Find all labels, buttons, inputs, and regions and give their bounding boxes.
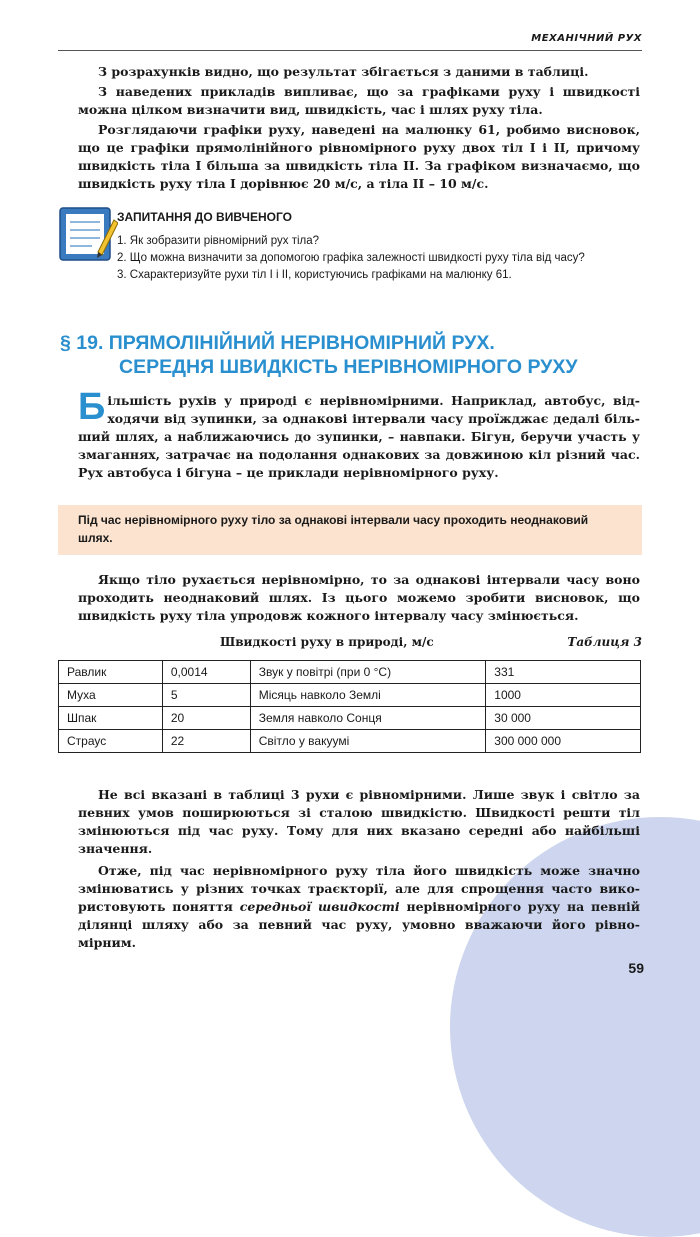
table-cell: Равлик <box>59 661 163 684</box>
drop-cap: Б <box>78 386 106 428</box>
question-item: 2. Що можна визначити за допомогою графіка залежності швидкості руху тіла від часу? <box>117 252 585 264</box>
speeds-table <box>58 660 641 753</box>
intro-paragraph-3: Розглядаючи графіки руху, наведені на малюнку 61, робимо висновок, що це графіки прямолінійного рівномірного руху двох тіл І і ІІ, причому швидкість тіла І більша за швидкість тіла ІІ. За графіком визначаємо, що швидкість руху тіла І дорівнює 20 м/с, а тіла ІІ – 10 м/с. <box>78 122 640 191</box>
definition-text: Під час нерівномірного руху тіло за однакові інтервали часу проходить неоднаковий шлях. <box>78 513 589 545</box>
questions-title: ЗАПИТАННЯ ДО ВИВЧЕНОГО <box>117 210 292 224</box>
table-cell: 0,0014 <box>162 661 250 684</box>
body-paragraph-2: Якщо тіло рухається нерівномірно, то за однакові інтервали часу воно проходить неоднаковий шлях. Із цього можемо зробити висновок, що швидкість руху тіла упродовж кожного інтервалу часу змінюється. <box>78 572 640 623</box>
page-number: 59 <box>628 960 644 976</box>
table-cell: Місяць навколо Землі <box>250 684 486 707</box>
table-cell: 22 <box>162 730 250 753</box>
intro-paragraph-1: З розрахунків видно, що результат збігається з даними в таблиці. <box>98 64 589 79</box>
table-row <box>59 707 641 730</box>
table-cell: 30 000 <box>486 707 641 730</box>
notebook-pencil-icon <box>58 206 118 266</box>
body-paragraph-3: Не всі вказані в таблиці 3 рухи є рівномірними. Лише звук і світло за певних умов поширюються зі сталою швидкістю. Швидкості решти тіл змінюються під час руху. Тому для них вказано середні або найбільші значення. <box>78 787 640 856</box>
table-row <box>59 661 641 684</box>
table-cell: Шпак <box>59 707 163 730</box>
table-cell: Земля навколо Сонця <box>250 707 486 730</box>
question-item: 3. Схарактеризуйте рухи тіл І і ІІ, користуючись графіками на малюнку 61. <box>117 269 512 281</box>
questions-list <box>117 234 642 285</box>
table-caption-title: Швидкості руху в природі, м/с <box>220 635 434 649</box>
table-cell: 20 <box>162 707 250 730</box>
table-cell: Страус <box>59 730 163 753</box>
table-cell: Звук у повітрі (при 0 °С) <box>250 661 486 684</box>
table-cell: Світло у вакуумі <box>250 730 486 753</box>
section-title-line-2: СЕРЕДНЯ ШВИДКІСТЬ НЕРІВНОМІРНОГО РУХУ <box>119 356 578 378</box>
table-row <box>59 684 641 707</box>
table-cell: 300 000 000 <box>486 730 641 753</box>
section-title-line-1: § 19. ПРЯМОЛІНІЙНИЙ НЕРІВНОМІРНИЙ РУХ. <box>60 332 495 354</box>
running-header <box>58 30 642 51</box>
section-title <box>60 331 660 379</box>
intro-paragraph-2: З наведених прикладів випливає, що за графіками руху і швидкості можна цілком визначити вид, швидкість, час і шлях руху тіла. <box>78 84 640 117</box>
table-cell: 331 <box>486 661 641 684</box>
question-item: 1. Як зобразити рівномірний рух тіла? <box>117 235 320 247</box>
header-title: МЕХАНІЧНИЙ РУХ <box>531 33 642 44</box>
table-cell: 1000 <box>486 684 641 707</box>
body-paragraph-4: Отже, під час нерівномірного руху тіла його швидкість може значно змінюватись у різних точках траєкторії, але для спрощення часто використовують поняття середньої швидкості нерівномірного руху на певній ділянці шляху або за певний час руху, умовно вважаючи його рівномірним. <box>78 863 640 950</box>
emphasis-term: середньої швидкості <box>239 899 400 914</box>
definition-callout <box>58 505 642 555</box>
table-cell: 5 <box>162 684 250 707</box>
table-label: Таблиця 3 <box>567 635 642 649</box>
body-paragraph-1: Більшість рухів у природі є нерівномірними. Наприклад, автобус, відходячи від зупинки, за однакові інтервали часу проїжджає дедалі більший шлях, а наближаючись до зупинки, – навпаки. Бігун, беручи участь у змаганнях, затрачає на подолання однакових за довжиною кіл різний час. Рух автобуса і бігуна – це приклади нерівномірного руху. <box>78 386 640 480</box>
table-row <box>59 730 641 753</box>
table-cell: Муха <box>59 684 163 707</box>
